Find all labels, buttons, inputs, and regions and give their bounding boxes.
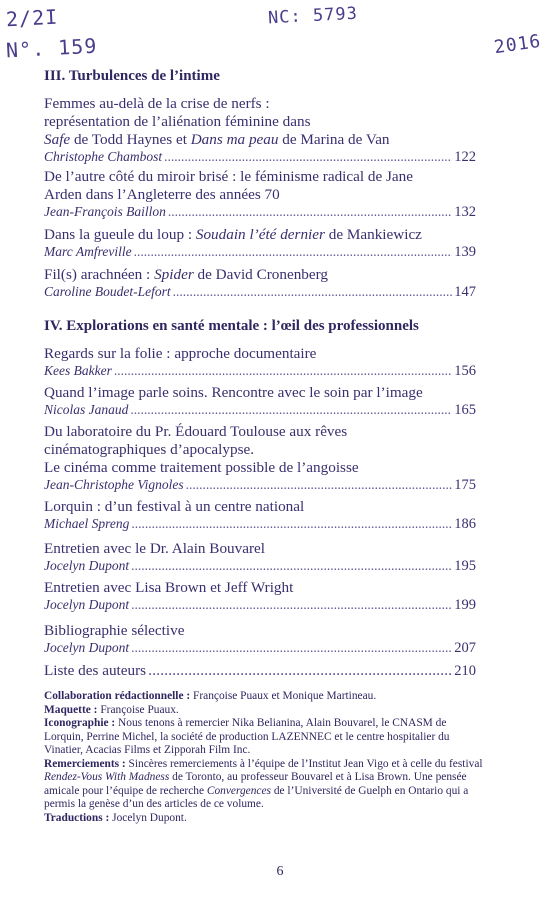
leader-dots [173,284,453,300]
leader-dots [148,662,452,680]
leader-dots [134,244,453,260]
author-line [44,284,476,300]
toc-entry [44,579,476,613]
entry-author: Jean-Christophe Vignoles [44,477,184,492]
credit-collaboration [44,690,484,704]
credit-label: Remerciements : [44,757,126,770]
author-line [44,402,476,418]
toc-entry [44,622,476,656]
entry-page: 139 [454,244,476,260]
credit-text: Jocelyn Dupont. [109,811,187,824]
author-line [44,149,476,165]
author-line [44,477,476,493]
toc-entry [44,345,476,379]
entry-title-line: cinématographiques d’apocalypse. [44,441,255,458]
credit-text: Nous tenons à remercier Nika Belianina, Alain Bouvarel, le CNASM de Lorquin, Perrine Michel, la société de production LAZENNEC et le centre hospitalier du Vinatier, Acacias Films et Zipporah Film Inc. [44,717,450,756]
handwritten-number: N°. 159 [5,33,98,63]
toc-entry [44,384,476,418]
entry-page: 132 [454,204,476,220]
entry-author: Christophe Chambost [44,149,163,164]
entry-author: Kees Bakker [44,363,112,378]
leader-dots [131,558,452,574]
credit-text: Françoise Puaux. [97,703,179,716]
entry-title-text: de Todd Haynes et [70,131,191,148]
entry-author: Jean-François Baillon [44,204,166,219]
toc-entry [44,168,476,220]
entry-page: 199 [454,597,476,613]
entry-page: 195 [454,558,476,574]
entry-title-line [44,662,476,680]
credits-block [44,690,484,825]
leader-dots [114,363,452,379]
entry-title-line: Regards sur la folie : approche documentaire [44,345,317,362]
credit-text: de l’Université de Guelph en Ontario qui a permis la genèse d’un des articles de ce volume. [44,784,469,810]
entry-title-line: Du laboratoire du Pr. Édouard Toulouse aux rêves [44,423,348,440]
credit-label: Traductions : [44,811,110,824]
author-line [44,204,476,220]
entry-page: 122 [454,149,476,165]
author-line [44,558,476,574]
entry-author: Nicolas Janaud [44,402,129,417]
toc-entry [44,662,476,680]
entry-title-line: Entretien avec Lisa Brown et Jeff Wright [44,579,294,596]
credit-label: Collaboration rédactionnelle : [44,690,191,702]
toc-entry [44,95,476,165]
entry-title-text: Fil(s) arachnéen : [44,266,155,283]
entry-title: Liste des auteurs [44,662,147,679]
entry-title-line: Femmes au-delà de la crise de nerfs : [44,95,270,112]
toc-entry [44,498,476,532]
credit-italic: Rendez-Vous With Madness [44,771,170,783]
entry-title-line: Entretien avec le Dr. Alain Bouvarel [44,540,265,557]
entry-author: Caroline Boudet-Lefort [44,284,171,299]
film-title: Safe [44,131,71,148]
leader-dots [168,204,452,220]
handwritten-year: 2016 [492,30,543,59]
entry-page: 186 [454,516,476,532]
credit-label: Iconographie : [44,717,116,729]
author-line [44,597,476,613]
entry-title-text: de Marina de Van [278,131,390,148]
credit-maquette [44,704,484,718]
toc-entry [44,540,476,574]
entry-title-text: de David Cronenberg [193,266,328,283]
leader-dots [131,516,452,532]
entry-author: Jocelyn Dupont [44,640,130,655]
entry-page: 210 [454,663,476,679]
entry-title-line: Arden dans l’Angleterre des années 70 [44,186,280,203]
handwritten-date: 2/2I [5,4,59,32]
leader-dots [164,149,452,165]
toc-entry [44,226,476,260]
entry-author: Jocelyn Dupont [44,597,130,612]
page-number: 6 [276,864,284,879]
entry-author: Michael Spreng [44,516,130,531]
credit-iconographie [44,717,484,758]
entry-author: Jocelyn Dupont [44,558,130,573]
toc-entry [44,423,476,493]
leader-dots [131,640,452,656]
film-title: Dans ma peau [190,131,279,148]
credit-label: Maquette : [44,703,98,716]
entry-page: 165 [454,402,476,418]
author-line [44,516,476,532]
leader-dots [130,402,452,418]
credit-text: Sincères remerciements à l’équipe de l’Institut Jean Vigo et à celle du festival [125,757,483,770]
entry-title-line: Lorquin : d’un festival à un centre national [44,498,305,515]
entry-page: 207 [454,640,476,656]
entry-title-line: Bibliographie sélective [44,622,185,639]
entry-title-line: Quand l’image parle soins. Rencontre avec le soin par l’image [44,384,423,401]
film-title: Soudain l’été dernier [195,226,325,243]
toc-entry [44,266,476,300]
credit-text: Françoise Puaux et Monique Martineau. [190,690,377,702]
credit-remerciements [44,758,484,812]
credit-text: de Toronto, au professeur Bouvarel et à Lisa Brown. Une pensée amicale pour l’équipe de recherche [44,771,467,797]
entry-page: 175 [454,477,476,493]
entry-page: 147 [454,284,476,300]
entry-title-line: représentation de l’aliénation féminine dans [44,113,311,130]
entry-title-line [44,266,476,284]
author-line [44,640,476,656]
entry-title-line: De l’autre côté du miroir brisé : le féminisme radical de Jane [44,168,413,185]
entry-title-text: Dans la gueule du loup : [44,226,196,243]
entry-title-line [44,131,476,149]
entry-title-line: Le cinéma comme traitement possible de l’angoisse [44,459,359,476]
handwritten-nc: NC: 5793 [267,3,359,29]
leader-dots [131,597,452,613]
credit-italic: Convergences [206,784,271,797]
film-title: Spider [154,266,194,283]
entry-author: Marc Amfreville [44,244,132,259]
entry-page: 156 [454,363,476,379]
entry-title-text: de Mankiewicz [324,226,422,243]
credit-traductions [44,812,484,826]
leader-dots [186,477,453,493]
section-heading-iv: IV. Explorations en santé mentale : l’œil des professionnels [44,318,419,334]
section-heading-iii: III. Turbulences de l’intime [44,68,220,84]
author-line [44,363,476,379]
author-line [44,244,476,260]
entry-title-line [44,226,476,244]
